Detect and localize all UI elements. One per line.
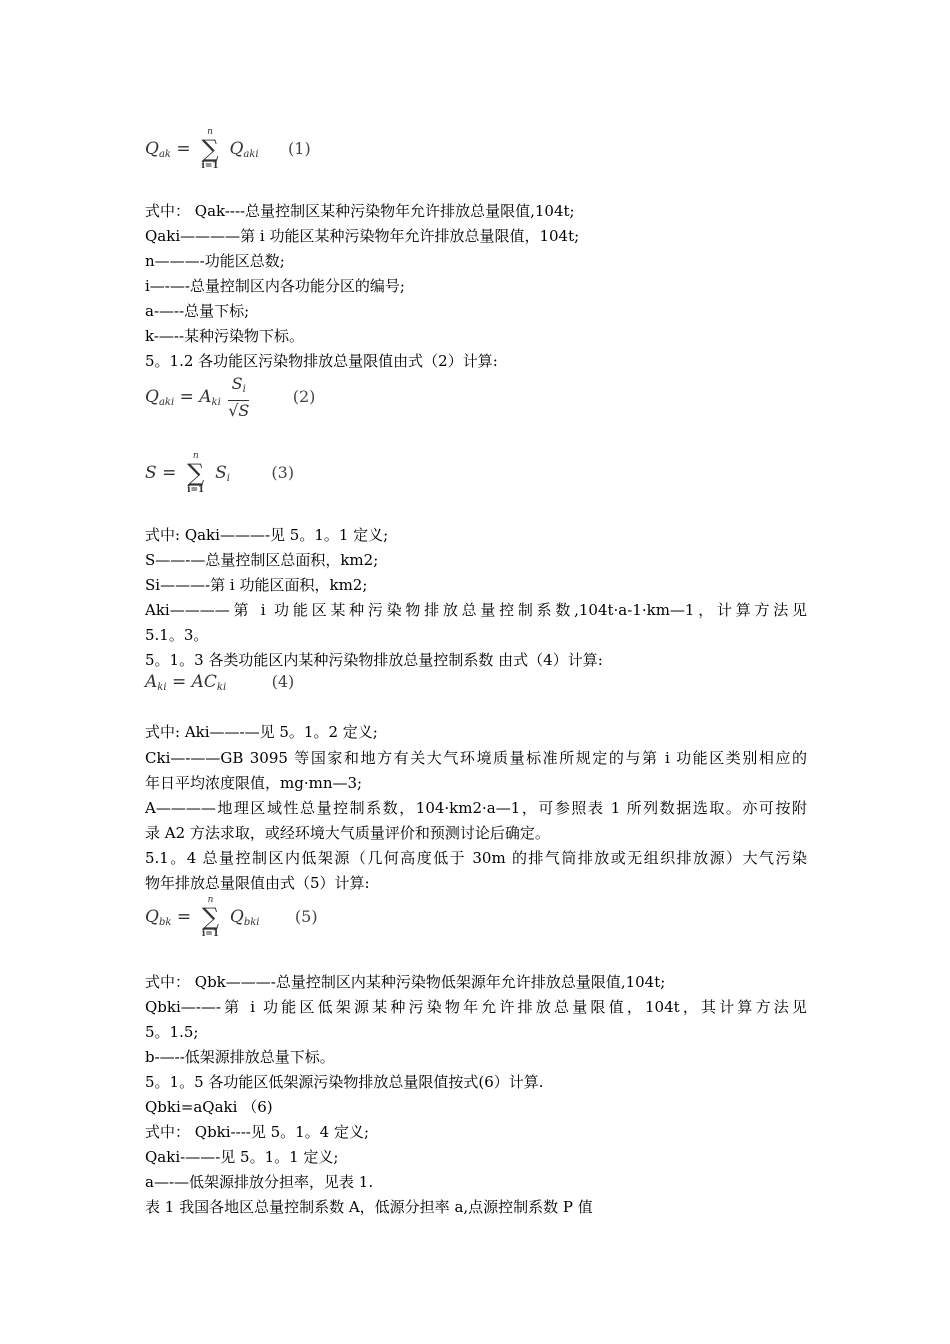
section-5-1-5: 5。1。5 各功能区低架源污染物排放总量限值按式(6）计算. bbox=[145, 1073, 544, 1091]
formula-2-equals: = bbox=[179, 387, 194, 407]
formula-5-term: Q bbox=[229, 907, 244, 927]
formula-6: Qbki=aQaki （6) bbox=[145, 1098, 273, 1116]
sigma-icon: ∑ bbox=[187, 459, 205, 487]
formula-1-sum-bottom: i=1 bbox=[201, 161, 219, 171]
section-5-1-2: 5。1.2 各功能区污染物排放总量限值由式（2）计算: bbox=[145, 352, 498, 370]
text-line-9: S——-—总量控制区总面积，km2; bbox=[145, 551, 379, 569]
sigma-icon: ∑ bbox=[201, 135, 219, 163]
text-line-27: 式中： Qbki----见 5。1。4 定义; bbox=[145, 1123, 370, 1141]
formula-1-equals: = bbox=[176, 139, 191, 159]
formula-5-lhs: Q bbox=[145, 907, 159, 927]
formula-3 bbox=[145, 452, 294, 495]
text-line-10: Si———-第 i 功能区面积，km2; bbox=[145, 576, 368, 594]
formula-2-numerator bbox=[228, 374, 249, 401]
formula-2-num-symbol: S bbox=[231, 374, 243, 393]
text-line-14: 式中: Aki——-—见 5。1。2 定义; bbox=[145, 723, 378, 741]
formula-3-term-sub: i bbox=[226, 473, 230, 484]
formula-2-number: (2) bbox=[292, 387, 316, 406]
text-line-1: 式中： Qak----总量控制区某种污染物年允许排放总量限值,104t; bbox=[145, 202, 575, 220]
formula-4-number: (4) bbox=[271, 672, 295, 691]
formula-1 bbox=[145, 128, 311, 171]
formula-2-coefficient-sub: ki bbox=[211, 397, 221, 408]
formula-1-term: Q bbox=[229, 139, 244, 159]
text-line-23: 5。1.5; bbox=[145, 1023, 199, 1041]
formula-2-lhs: Q bbox=[145, 387, 159, 407]
formula-3-equals: = bbox=[162, 463, 177, 483]
sigma-icon: ∑ bbox=[201, 903, 220, 931]
formula-2 bbox=[145, 374, 315, 421]
formula-4-lhs-sub: ki bbox=[157, 682, 167, 693]
formula-5-equals: = bbox=[176, 907, 192, 927]
text-line-12: 5.1。3。 bbox=[145, 626, 209, 644]
formula-3-number: (3) bbox=[271, 463, 295, 482]
formula-2-fraction bbox=[228, 374, 249, 421]
formula-1-lhs-sub: ak bbox=[158, 149, 171, 160]
formula-4-equals: = bbox=[171, 672, 187, 692]
formula-4-rhs: AC bbox=[191, 672, 217, 692]
text-line-16: 年日平均浓度限值，mg·mn—3; bbox=[145, 774, 363, 792]
text-line-21: 式中： Qbk———-总量控制区内某种污染物低架源年允许排放总量限值,104t; bbox=[145, 973, 666, 991]
formula-2-coefficient: A bbox=[199, 387, 212, 407]
text-line-2: Qaki————第 i 功能区某种污染物年允许排放总量限值，104t; bbox=[145, 227, 580, 245]
formula-4 bbox=[145, 672, 294, 693]
text-line-28: Qaki-——-见 5。1。1 定义; bbox=[145, 1148, 339, 1166]
text-line-6: k-—--某种污染物下标。 bbox=[145, 327, 305, 345]
formula-3-lhs: S bbox=[145, 463, 157, 483]
formula-4-lhs: A bbox=[145, 672, 158, 692]
formula-3-term: S bbox=[215, 463, 227, 483]
formula-5 bbox=[145, 896, 318, 939]
text-line-5: a-—--总量下标; bbox=[145, 302, 250, 320]
text-line-4: i—-—-总量控制区内各功能分区的编号; bbox=[145, 277, 405, 295]
formula-1-number: (1) bbox=[288, 139, 311, 158]
formula-1-sum-top: n bbox=[207, 127, 213, 137]
formula-5-number: (5) bbox=[294, 907, 318, 926]
formula-5-lhs-sub: bk bbox=[158, 917, 172, 928]
formula-5-sum-bottom: i=1 bbox=[201, 929, 220, 939]
text-line-18: 录 A2 方法求取，或经环境大气质量评价和预测讨论后确定。 bbox=[145, 824, 550, 842]
formula-3-sum bbox=[184, 452, 208, 495]
formula-4-rhs-sub: ki bbox=[216, 682, 227, 693]
formula-2-denominator: √S bbox=[228, 401, 250, 420]
section-5-1-3: 5。1。3 各类功能区内某种污染物排放总量控制系数 由式（4）计算: bbox=[145, 651, 603, 669]
text-line-29: a—-—低架源排放分担率，见表 1. bbox=[145, 1173, 374, 1191]
formula-3-sum-top: n bbox=[192, 451, 199, 461]
text-line-15: Cki—-——GB 3095 等国家和地方有关大气环境质量标准所规定的与第 i 功能区类别相应的 bbox=[145, 749, 807, 767]
text-line-11: Aki————第 i 功能区某种污染物排放总量控制系数,104t·a-1·km—1，计算方法见 bbox=[145, 601, 807, 619]
formula-3-sum-bottom: i=1 bbox=[187, 485, 205, 495]
table-1-caption: 表 1 我国各地区总量控制系数 A，低源分担率 a,点源控制系数 P 值 bbox=[145, 1198, 593, 1216]
text-line-24: b-—--低架源排放总量下标。 bbox=[145, 1048, 335, 1066]
formula-5-sum-top: n bbox=[207, 895, 214, 905]
text-line-17: A————地理区域性总量控制系数，104·km2·a—1，可参照表 1 所列数据选取。亦可按附 bbox=[145, 799, 807, 817]
text-line-22: Qbki—-—-第 i 功能区低架源某种污染物年允许排放总量限值，104t，其计算方法见 bbox=[145, 998, 807, 1016]
section-5-1-4: 5.1。4 总量控制区内低架源（几何高度低于 30m 的排气筒排放或无组织排放源）大气污染 bbox=[145, 849, 807, 867]
formula-1-lhs: Q bbox=[145, 139, 159, 159]
formula-5-term-sub: bki bbox=[243, 917, 260, 928]
formula-2-lhs-sub: aki bbox=[158, 397, 175, 408]
formula-2-num-sub: i bbox=[242, 384, 246, 395]
text-line-20: 物年排放总量限值由式（5）计算: bbox=[145, 874, 370, 892]
formula-1-sum bbox=[198, 128, 222, 171]
text-line-8: 式中: Qaki———-见 5。1。1 定义; bbox=[145, 526, 389, 544]
text-line-3: n———-功能区总数; bbox=[145, 252, 285, 270]
formula-1-term-sub: aki bbox=[243, 149, 259, 160]
formula-5-sum bbox=[198, 896, 222, 939]
